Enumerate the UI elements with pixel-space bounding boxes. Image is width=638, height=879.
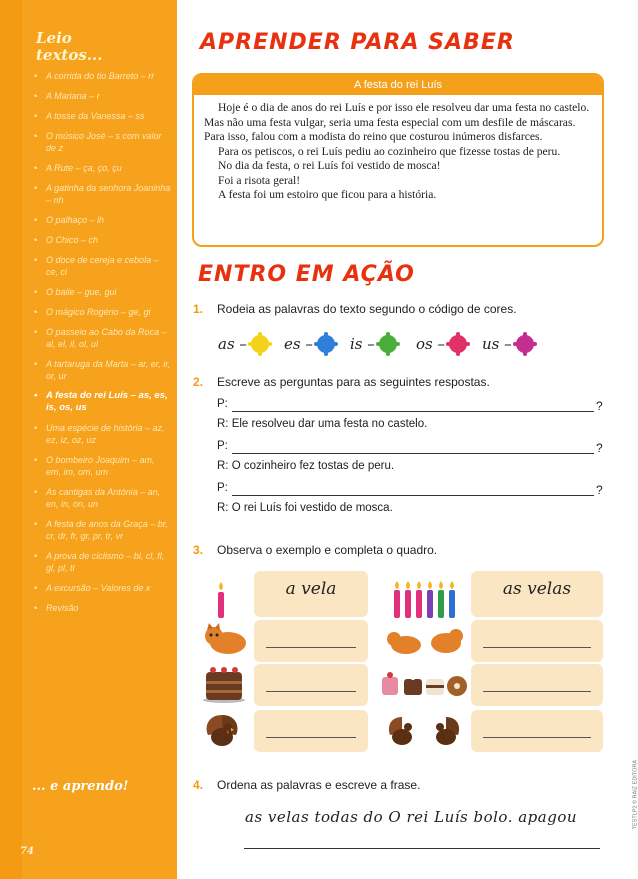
write-line[interactable] [266, 737, 356, 738]
sidebar-item[interactable]: • A Rute – ça, ço, çu [34, 162, 172, 174]
page-number: 74 [20, 846, 34, 857]
turkey-icon [200, 710, 244, 752]
sidebar-item[interactable]: • O passeio ao Cabo da Roca – al, el, il, ol, ul [34, 326, 172, 350]
write-line[interactable] [483, 737, 591, 738]
exercise3-number: 3. [193, 543, 204, 557]
exercise3-text: Observa o exemplo e completa o quadro. [217, 543, 438, 557]
code-item [350, 331, 397, 357]
singular-cell [254, 571, 368, 617]
sidebar-item[interactable]: • A Mariana – r [34, 90, 172, 102]
write-line[interactable] [266, 691, 356, 692]
code-suffix: as – [218, 335, 247, 353]
cake-icon [200, 664, 248, 704]
sidebar [0, 0, 177, 879]
example-singular: a vela [285, 579, 337, 599]
answer-text: R: O cozinheiro fez tostas de peru. [217, 460, 395, 472]
story-paragraph: Foi a risota geral! [218, 173, 301, 187]
code-item [416, 331, 467, 357]
turkeys-icon [384, 710, 466, 752]
sidebar-title [36, 30, 102, 64]
singular-cell[interactable] [254, 620, 368, 662]
story-paragraph: A festa foi um estoiro que ficou para a história. [218, 188, 437, 201]
exercise2-text: Escreve as perguntas para as seguintes respostas. [217, 375, 490, 389]
sidebar-item[interactable]: • As cantigas da Antónia – an, en, in, on, un [34, 486, 172, 510]
question-label: P: [217, 398, 228, 410]
sidebar-item[interactable]: • A tartaruga da Marta – ar, er, ir, or, ur [34, 358, 172, 382]
sidebar-item[interactable]: • A festa de anos da Graça – br, cr, dr, fr, gr, pr, tr, vr [34, 518, 172, 542]
heading-aprender: APRENDER PARA SABER [200, 30, 515, 55]
answer-line[interactable] [244, 848, 600, 849]
sidebar-strip [0, 0, 22, 879]
question-line[interactable] [232, 495, 594, 496]
sidebar-item[interactable]: • A excursão – Valores de x [34, 582, 172, 594]
write-line[interactable] [483, 691, 591, 692]
code-suffix: is – [350, 335, 375, 353]
exercise1-number: 1. [193, 302, 204, 316]
code-item [482, 331, 534, 357]
question-mark: ? [596, 399, 603, 413]
exercise2-number: 2. [193, 375, 204, 389]
story-paragraph: Hoje é o dia de anos do rei Luís e por isso ele resolveu dar uma festa no castelo. Mas não uma festa vulgar, seria uma festa especial com um desfile de máscaras. Para isso, falou com a modista do reino que costurou inúmeros disfarces. [204, 101, 590, 143]
sidebar-item[interactable]: • A prova de ciclismo – bl, cl, fl, gl, pl, tl [34, 550, 172, 574]
yellow-splat-icon [251, 335, 269, 353]
answer-text: R: O rei Luís foi vestido de mosca. [217, 502, 393, 514]
color-code-row [218, 331, 548, 357]
scrambled-words: as velas todas do O rei Luís bolo. apagou [245, 808, 578, 826]
candles-icon [390, 578, 458, 620]
red-splat-icon [449, 335, 467, 353]
story-title: A festa do rei Luís [194, 75, 602, 95]
code-suffix: us – [482, 335, 512, 353]
side-code: TESTLP2 © RAIZ EDITORA [632, 760, 638, 830]
plural-cell[interactable] [471, 710, 603, 752]
story-box [192, 73, 604, 247]
question-mark: ? [596, 441, 603, 455]
write-line[interactable] [266, 647, 356, 648]
sidebar-item[interactable]: • O músico José – s com valor de z [34, 130, 172, 154]
question-label: P: [217, 440, 228, 452]
sidebar-footer: ... e aprendo! [32, 779, 129, 794]
sidebar-item[interactable]: • A tosse da Vanessa – ss [34, 110, 172, 122]
sidebar-item-active[interactable]: • A festa do rei Luís – as, es, is, os, us [34, 390, 172, 414]
code-item [284, 331, 335, 357]
green-splat-icon [379, 335, 397, 353]
sidebar-item[interactable]: • A gatinha da senhora Joaninha – nh [34, 182, 172, 206]
singular-cell[interactable] [254, 710, 368, 752]
story-text [194, 95, 602, 203]
sidebar-item[interactable]: • O palhaço – lh [34, 214, 172, 226]
sidebar-item[interactable]: • A corrida do tio Barreto – rr [34, 70, 172, 82]
sidebar-title-line2: textos... [36, 46, 103, 64]
plural-cell[interactable] [471, 620, 603, 662]
sidebar-title-line1: Leio [36, 29, 72, 47]
sidebar-item[interactable]: • O bombeiro Joaquim – am, em, im, om, um [34, 454, 172, 478]
question-mark: ? [596, 483, 603, 497]
singular-cell[interactable] [254, 664, 368, 706]
sidebar-item[interactable]: • O baile – gue, gui [34, 286, 172, 298]
code-item [218, 331, 269, 357]
sidebar-item[interactable]: • Revisão [34, 602, 172, 614]
code-suffix: os – [416, 335, 445, 353]
question-line[interactable] [232, 411, 594, 412]
answer-text: R: Ele resolveu dar uma festa no castelo. [217, 418, 428, 430]
write-line[interactable] [483, 647, 591, 648]
cakes-icon [380, 666, 468, 702]
question-line[interactable] [232, 453, 594, 454]
sidebar-item[interactable]: • Uma espécie de história – az, ez, iz, oz, uz [34, 422, 172, 446]
sidebar-item[interactable]: • O doce de cereja e cebola – ce, ci [34, 254, 172, 278]
cats-icon [384, 622, 466, 658]
exercise4-text: Ordena as palavras e escreve a frase. [217, 778, 421, 792]
plural-cell[interactable] [471, 664, 603, 706]
sidebar-item[interactable]: • O mágico Rogério – ge, gi [34, 306, 172, 318]
story-paragraph: Para os petiscos, o rei Luís pediu ao cozinheiro que fizesse tostas de peru. [218, 144, 561, 158]
code-suffix: es – [284, 335, 313, 353]
candle-icon [210, 580, 232, 620]
sidebar-item[interactable]: • O Chico – ch [34, 234, 172, 246]
cat-icon [202, 620, 250, 658]
exercise4-number: 4. [193, 778, 204, 792]
exercise1-text: Rodeia as palavras do texto segundo o código de cores. [217, 302, 517, 316]
example-plural: as velas [502, 579, 572, 599]
magenta-splat-icon [516, 335, 534, 353]
question-label: P: [217, 482, 228, 494]
sidebar-list [34, 70, 172, 622]
story-paragraph: No dia da festa, o rei Luís foi vestido de mosca! [218, 159, 441, 172]
heading-entro: ENTRO EM AÇÃO [198, 262, 415, 287]
blue-splat-icon [317, 335, 335, 353]
plural-cell [471, 571, 603, 617]
